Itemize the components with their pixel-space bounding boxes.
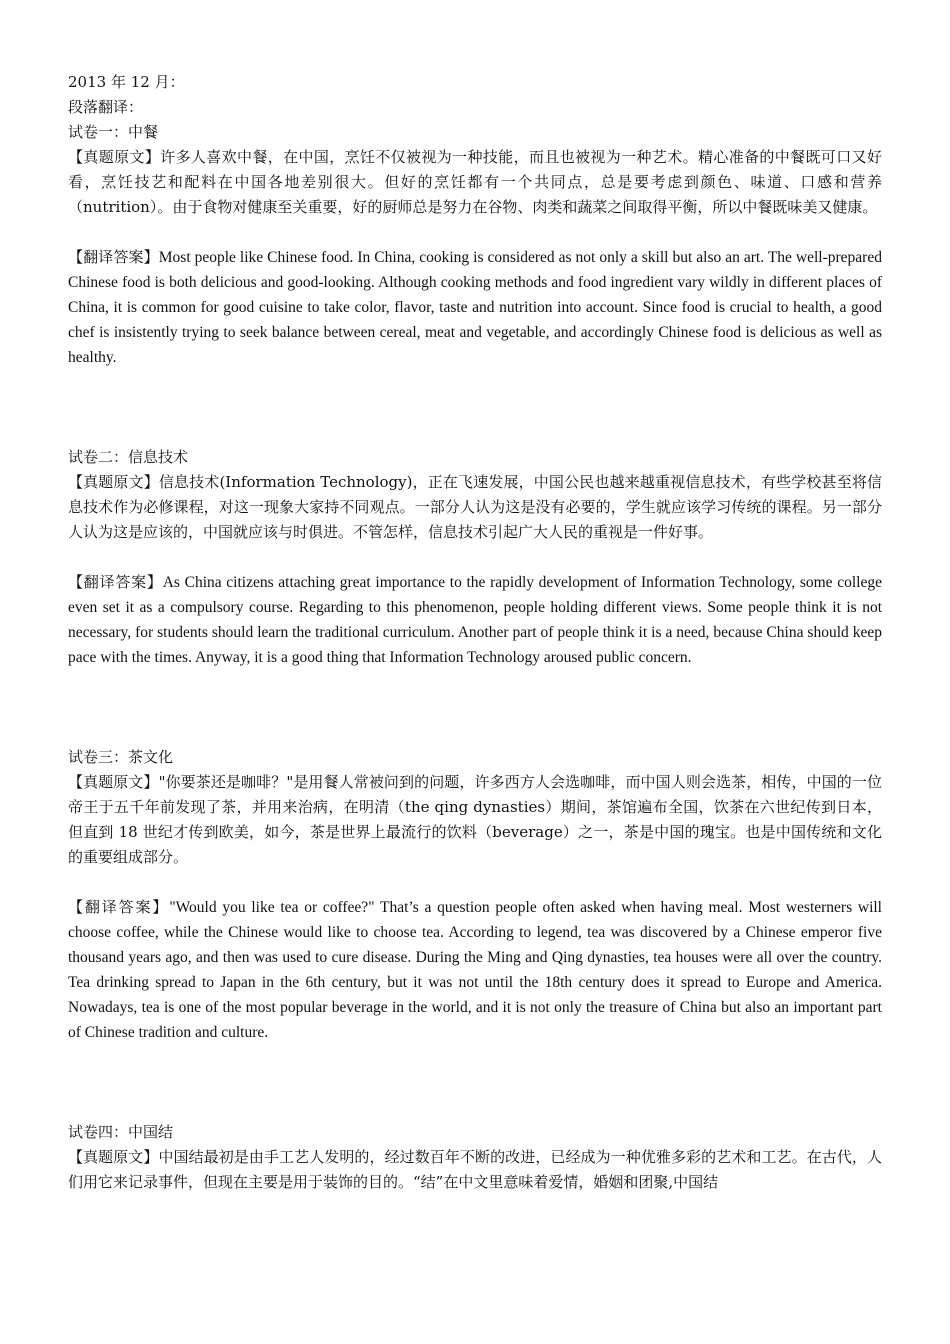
spacer <box>68 370 882 445</box>
paper-4-original <box>68 1145 882 1195</box>
paper-2-answer-label: 【翻译答案】 <box>68 573 163 591</box>
spacer <box>68 670 882 745</box>
paper-2-answer-text: As China citizens attaching great importance to the rapidly development of Information Technology, some college even set it as a compulsory course. Regarding to this phenomenon, people holding different views. Some people think it is not necessary, for students should learn the traditional curriculum. Another part of people think it is a need, because China should keep pace with the times. Anyway, it is a good thing that Information Technology aroused public concern. <box>68 574 882 666</box>
spacer <box>68 1045 882 1120</box>
paper-1-original-text: 许多人喜欢中餐，在中国，烹饪不仅被视为一种技能，而且也被视为一种艺术。精心准备的中餐既可口又好看，烹饪技艺和配料在中国各地差别很大。但好的烹饪都有一个共同点，总是要考虑到颜色、味道、口感和营养（nutrition）。由于食物对健康至关重要，好的厨师总是努力在谷物、肉类和蔬菜之间取得平衡，所以中餐既味美又健康。 <box>68 148 882 216</box>
spacer <box>68 545 882 570</box>
section-heading: 段落翻译： <box>68 98 144 116</box>
paper-2-original <box>68 470 882 545</box>
paper-3-original <box>68 770 882 870</box>
paper-3-original-text: "你要茶还是咖啡？"是用餐人常被问到的问题，许多西方人会选咖啡，而中国人则会选茶，相传，中国的一位帝王于五千年前发现了茶，并用来治病，在明清（the qing dynasties）期间，茶馆遍布全国，饮茶在六世纪传到日本，但直到 18 世纪才传到欧美，如今，茶是世界上最流行的饮料（beverage）之一，茶是中国的瑰宝。也是中国传统和文化的重要组成部分。 <box>68 773 882 866</box>
paper-3-original-label: 【真题原文】 <box>68 773 159 791</box>
paper-1-title: 试卷一：中餐 <box>68 123 159 141</box>
paper-2-answer <box>68 570 882 670</box>
paper-2-original-label: 【真题原文】 <box>68 473 159 491</box>
paper-3-answer-label: 【翻译答案】 <box>68 898 170 916</box>
paper-3-answer <box>68 895 882 1045</box>
paper-2-title: 试卷二：信息技术 <box>68 448 189 466</box>
paper-4-title: 试卷四：中国结 <box>68 1123 174 1141</box>
paper-1-answer <box>68 245 882 370</box>
spacer <box>68 220 882 245</box>
paper-2-original-text: 信息技术(Information Technology)，正在飞速发展，中国公民也越来越重视信息技术，有些学校甚至将信息技术作为必修课程，对这一现象大家持不同观点。一部分人认为这是没有必要的，学生就应该学习传统的课程。另一部分人认为这是应该的，中国就应该与时俱进。不管怎样，信息技术引起广大人民的重视是一件好事。 <box>68 473 882 541</box>
paper-3-answer-text: "Would you like tea or coffee?" That’s a question people often asked when having meal. Most westerners will choose coffee, while the Chinese would like to choose tea. According to legend, tea was discovered by a Chinese emperor five thousand years ago, and then was used to cure disease. During the Ming and Qing dynasties, tea houses were all over the country. Tea drinking spread to Japan in the 6th century, but it was not until the 18th century does it spread to Europe and America. Nowadays, tea is one of the most popular beverage in the world, and it is not only the treasure of China but also an important part of Chinese tradition and culture. <box>68 899 882 1041</box>
paper-1-original-label: 【真题原文】 <box>68 148 161 166</box>
paper-3-title: 试卷三：茶文化 <box>68 748 174 766</box>
paper-4-original-label: 【真题原文】 <box>68 1148 159 1166</box>
paper-4-original-text: 中国结最初是由手工艺人发明的，经过数百年不断的改进，已经成为一种优雅多彩的艺术和工艺。在古代，人们用它来记录事件，但现在主要是用于装饰的目的。“结”在中文里意味着爱情，婚姻和团聚,中国结 <box>68 1148 882 1191</box>
document-page <box>68 70 882 1195</box>
spacer <box>68 870 882 895</box>
paper-1-answer-text: Most people like Chinese food. In China, cooking is considered as not only a skill but also an art. The well-prepared Chinese food is both delicious and good-looking. Although cooking methods and food ingredient vary wildly in different places of China, it is common for good cuisine to take color, flavor, taste and nutrition into account. Since food is crucial to health, a good chef is insistently trying to seek balance between cereal, meat and vegetable, and accordingly Chinese food is delicious as well as healthy. <box>68 249 882 366</box>
paper-1-answer-label: 【翻译答案】 <box>68 248 159 266</box>
paper-1-original <box>68 145 882 220</box>
document-date: 2013 年 12 月： <box>68 73 185 91</box>
